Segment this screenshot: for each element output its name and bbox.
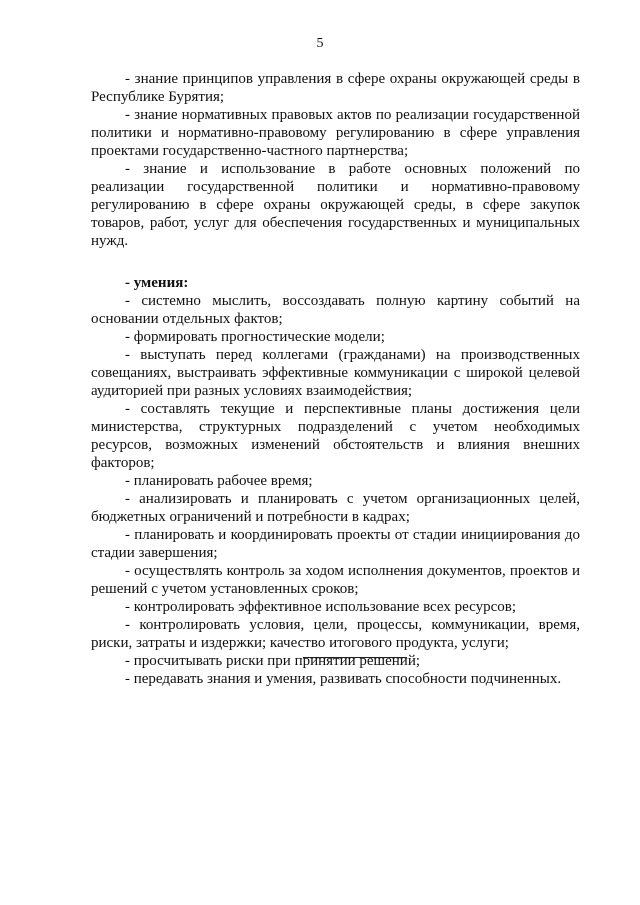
skill-item: - передавать знания и умения, развивать способности подчиненных. (125, 671, 562, 687)
skills-heading: - умения: (125, 275, 189, 291)
skill-item: - системно мыслить, воссоздавать полную картину событий на основании отдельных фактов; (91, 293, 580, 327)
skill-item: - формировать прогностические модели; (125, 329, 385, 345)
section-gap (91, 250, 580, 274)
closing-divider-line (303, 657, 407, 658)
skill-item: - контролировать эффективное использование всех ресурсов; (125, 599, 517, 615)
skill-item: - выступать перед коллегами (гражданами) на производственных совещаниях, выстраивать эффективные коммуникации с широкой целевой аудиторией при разных условиях взаимодействия; (91, 347, 580, 399)
document-body (91, 70, 580, 688)
skill-item: - просчитывать риски при принятии решений; (125, 653, 421, 669)
skill-item: - планировать рабочее время; (125, 473, 313, 489)
page-number: 5 (316, 36, 324, 51)
skill-item: - планировать и координировать проекты от стадии инициирования до стадии завершения; (91, 527, 580, 561)
knowledge-item: - знание и использование в работе основных положений по реализации государственной политики и нормативно-правовому регулированию в сфере охраны окружающей среды, в сфере закупок товаров, работ, услуг для обеспечения государственных и муниципальных нужд. (91, 161, 580, 249)
skill-item: - составлять текущие и перспективные планы достижения цели министерства, структурных подразделений с учетом необходимых ресурсов, возможных изменений обстоятельств и влияния внешних факторов; (91, 401, 580, 471)
knowledge-item: - знание принципов управления в сфере охраны окружающей среды в Республике Бурятия; (91, 71, 580, 105)
skill-item: - анализировать и планировать с учетом организационных целей, бюджетных ограничений и потребности в кадрах; (91, 491, 580, 525)
skill-item: - осуществлять контроль за ходом исполнения документов, проектов и решений с учетом установленных сроков; (91, 563, 580, 597)
knowledge-item: - знание нормативных правовых актов по реализации государственной политики и нормативно-правовому регулированию в сфере управления проектами государственно-частного партнерства; (91, 107, 580, 159)
skill-item: - контролировать условия, цели, процессы, коммуникации, время, риски, затраты и издержки; качество итогового продукта, услуги; (91, 617, 580, 651)
